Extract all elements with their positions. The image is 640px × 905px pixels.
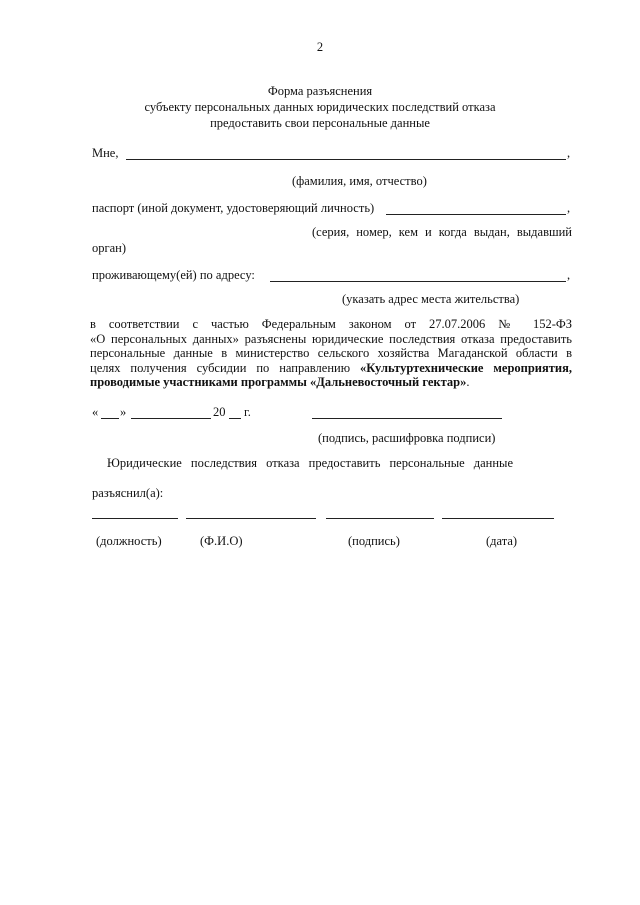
paragraph-line-5-end: . (466, 375, 470, 389)
name-end-comma: , (567, 146, 571, 160)
paragraph-line-2: «О персональных данных» разъяснены юридические последствия отказа предоставить (90, 331, 572, 346)
position-hint: (должность) (96, 534, 162, 548)
name-input-line[interactable] (126, 159, 566, 160)
year-prefix: 20 (213, 405, 226, 419)
date-open-quote: « (92, 405, 99, 419)
consequences-line-2: разъяснил(а): (92, 486, 164, 500)
title-line-3: предоставить свои персональные данные (210, 116, 430, 130)
program-name-part-1: «Культуртехнические мероприятия, (360, 360, 573, 375)
passport-hint-line-2: орган) (92, 241, 127, 255)
signature-field-input-line[interactable] (326, 518, 434, 519)
consent-paragraph (90, 317, 572, 390)
passport-end-comma: , (567, 201, 571, 215)
paragraph-line-3: персональные данные в министерство сельского хозяйства Магаданской области в (90, 346, 572, 360)
fio-input-line[interactable] (186, 518, 316, 519)
address-end-comma: , (567, 268, 571, 282)
address-label: проживающему(ей) по адресу: (92, 268, 255, 282)
page-number: 2 (316, 40, 324, 54)
signature-hint: (подпись, расшифровка подписи) (318, 431, 496, 445)
name-label: Мне, (92, 146, 119, 160)
title-line-2: субъекту персональных данных юридических последствий отказа (144, 100, 496, 114)
address-hint: (указать адрес места жительства) (342, 292, 520, 306)
passport-label: паспорт (иной документ, удостоверяющий личность) (92, 201, 375, 215)
address-input-line[interactable] (270, 281, 566, 282)
day-input-line[interactable] (101, 418, 119, 419)
date-input-line[interactable] (442, 518, 554, 519)
paragraph-line-5 (90, 375, 572, 390)
paragraph-line-4-normal: целях получения субсидии по направлению (90, 360, 360, 375)
year-suffix: г. (244, 405, 251, 419)
passport-hint-line-1: (серия, номер, кем и когда выдан, выдавший (312, 225, 572, 239)
date-close-quote: » (120, 405, 127, 419)
consequences-line-1: Юридические последствия отказа предоставить персональные данные (107, 456, 513, 470)
date-hint: (дата) (486, 534, 518, 548)
month-input-line[interactable] (131, 418, 211, 419)
paragraph-line-1: в соответствии с частью Федеральным законом от 27.07.2006 № 152-ФЗ (90, 317, 572, 331)
fio-hint: (Ф.И.О) (200, 534, 243, 548)
program-name-part-2: проводимые участниками программы «Дальневосточный гектар» (90, 375, 467, 389)
signature-field-hint: (подпись) (348, 534, 400, 548)
title-line-1: Форма разъяснения (267, 84, 373, 98)
name-hint: (фамилия, имя, отчество) (292, 174, 427, 188)
passport-input-line[interactable] (386, 214, 566, 215)
year-input-line[interactable] (229, 418, 241, 419)
signature-input-line[interactable] (312, 418, 502, 419)
paragraph-line-4 (90, 361, 572, 376)
position-input-line[interactable] (92, 518, 178, 519)
